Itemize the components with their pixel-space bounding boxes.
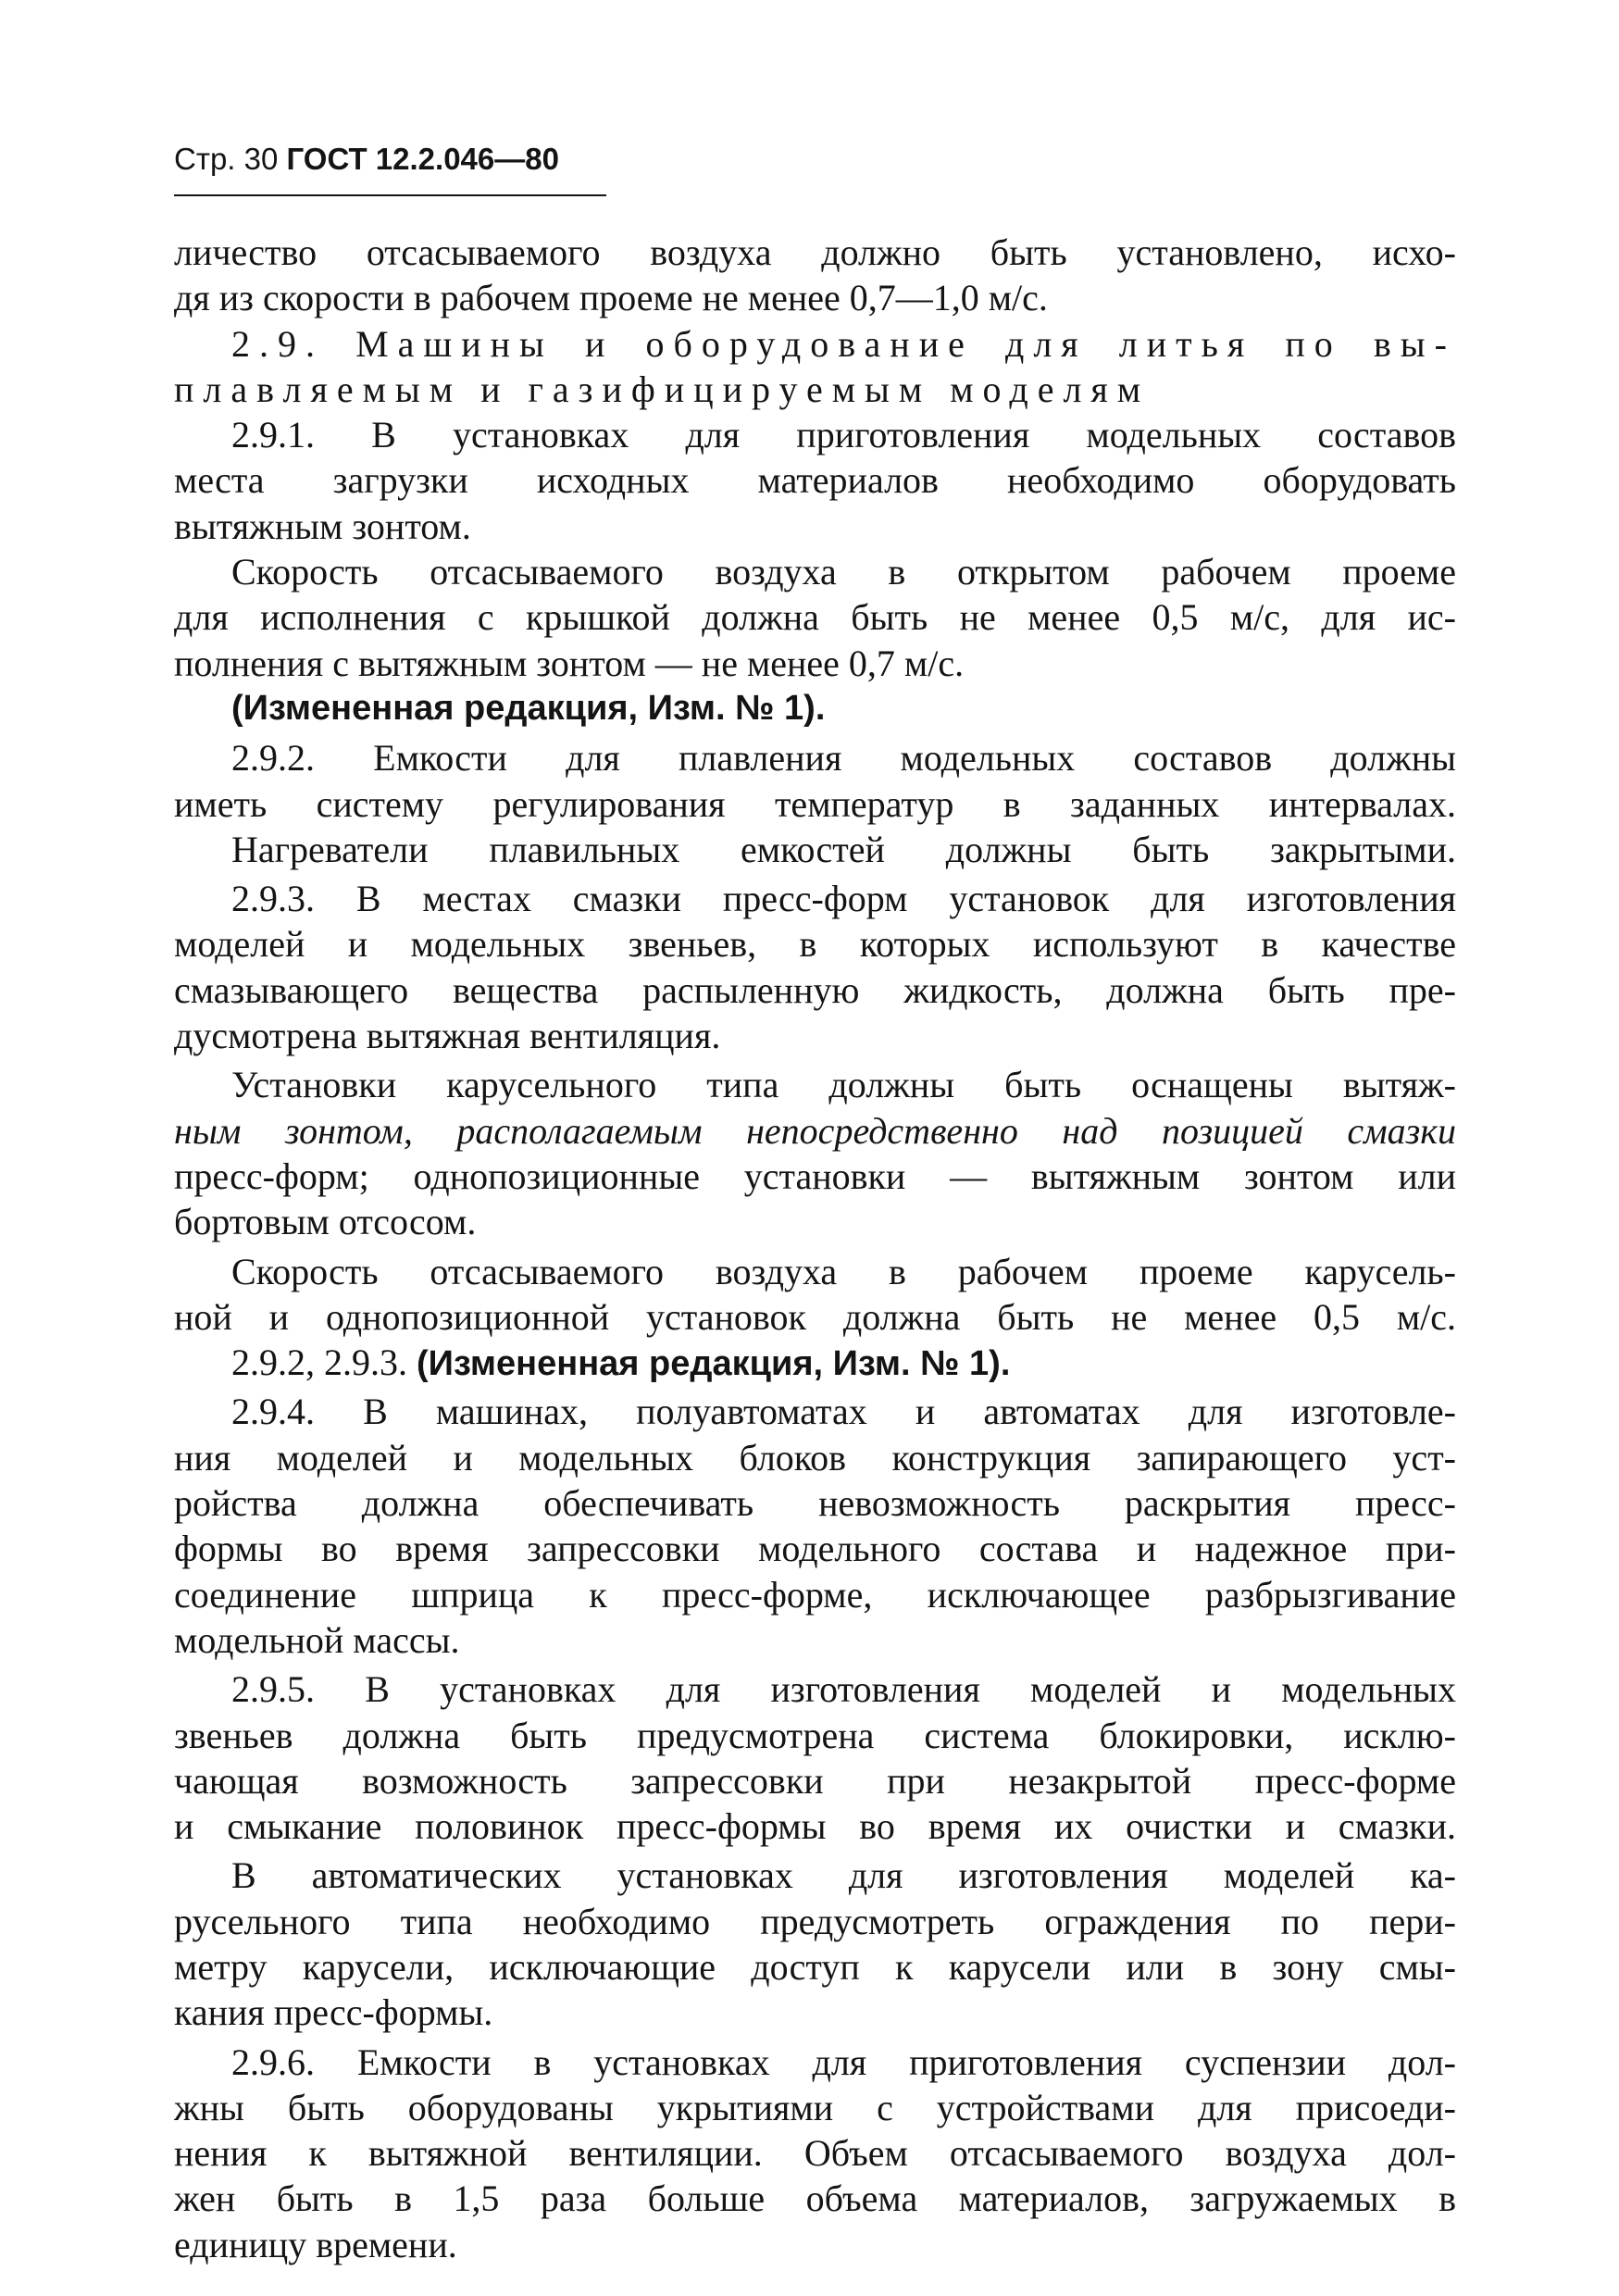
text-line: формы во время запрессовки модельного состава и надежное при- (174, 1528, 1456, 1570)
text-line: жен быть в 1,5 раза больше объема материалов, загружаемых в (174, 2177, 1456, 2220)
text-line: метру карусели, исключающие доступ к карусели или в зону смы- (174, 1945, 1456, 1988)
header-divider (174, 194, 606, 196)
text-line: 2.9.2. Емкости для плавления модельных составов должны (231, 737, 1456, 780)
text-line: Скорость отсасываемого воздуха в открытом рабочем проеме (231, 551, 1456, 593)
text-line: бортовым отсосом. (174, 1201, 477, 1243)
text-line: и смыкание половинок пресс-формы во время их очистки и смазки. (174, 1805, 1456, 1848)
text-line: для исполнения с крышкой должна быть не менее 0,5 м/с, для ис- (174, 596, 1456, 639)
text-line: Скорость отсасываемого воздуха в рабочем проеме карусель- (231, 1250, 1456, 1292)
text-line: чающая возможность запрессовки при незакрытой пресс-форме (174, 1759, 1456, 1802)
amendment-label: (Измененная редакция, Изм. № 1). (417, 1344, 1011, 1384)
text-line: ройства должна обеспечивать невозможность раскрытия пресс- (174, 1482, 1456, 1525)
text-line: ной и однопозиционной установок должна быть не менее 0,5 м/с. (174, 1295, 1456, 1338)
text-line: места загрузки исходных материалов необходимо оборудовать (174, 459, 1456, 502)
text-line: 2.9.1. В установках для приготовления модельных составов (231, 414, 1456, 456)
text-line: 2.9.6. Емкости в установках для приготовления суспензии дол- (231, 2040, 1456, 2083)
section-heading-line: плавляемым и газифицируемым моделям (174, 368, 1151, 410)
amendment-clauses: 2.9.2, 2.9.3. (231, 1341, 407, 1384)
text-line: единицу времени. (174, 2223, 457, 2265)
text-line: полнения с вытяжным зонтом — не менее 0,7 м/с. (174, 642, 965, 684)
text-line: ным зонтом, располагаемым непосредственно над позицией смазки (174, 1109, 1456, 1152)
text-line: 2.9.3. В местах смазки пресс-форм установок для изготовления (231, 878, 1456, 920)
text-line: вытяжным зонтом. (174, 505, 471, 547)
document-page (174, 139, 1456, 2267)
page-number: Стр. 30 (174, 142, 279, 176)
text-line: Нагреватели плавильных емкостей должны быть закрытыми. (231, 828, 1456, 870)
section-heading-line: 2.9. Машины и оборудование для литья по вы- (231, 322, 1456, 365)
text-line: нения к вытяжной вентиляции. Объем отсасываемого воздуха дол- (174, 2132, 1456, 2175)
page-header (174, 139, 1456, 180)
text-line: Установки карусельного типа должны быть оснащены вытяж- (231, 1064, 1456, 1106)
text-line: соединение шприца к пресс-форме, исключающее разбрызгивание (174, 1573, 1456, 1616)
text-line: иметь систему регулирования температур в заданных интервалах. (174, 782, 1456, 825)
text-line: личество отсасываемого воздуха должно быть установлено, исхо- (174, 231, 1456, 273)
text-line: ния моделей и модельных блоков конструкция запирающего уст- (174, 1436, 1456, 1479)
document-body (174, 230, 1456, 2267)
text-line: моделей и модельных звеньев, в которых используют в качестве (174, 923, 1456, 966)
text-line: смазывающего вещества распыленную жидкость, должна быть пре- (174, 968, 1456, 1011)
text-line: звеньев должна быть предусмотрена система блокировки, исклю- (174, 1714, 1456, 1756)
text-line: кания пресс-формы. (174, 1991, 493, 2034)
text-line: пресс-форм; однопозиционные установки — вытяжным зонтом или (174, 1154, 1456, 1197)
text-line: жны быть оборудованы укрытиями с устройствами для присоеди- (174, 2086, 1456, 2128)
text-line: 2.9.4. В машинах, полуавтоматах и автоматах для изготовле- (231, 1391, 1456, 1433)
text-line: дя из скорости в рабочем проеме не менее 0,7—1,0 м/с. (174, 277, 1048, 319)
text-line: модельной массы. (174, 1618, 460, 1661)
text-line: В автоматических установках для изготовления моделей ка- (231, 1854, 1456, 1897)
text-line: 2.9.5. В установках для изготовления моделей и модельных (231, 1668, 1456, 1711)
standard-number: ГОСТ 12.2.046—80 (286, 142, 559, 176)
amendment-note: (Измененная редакция, Изм. № 1). (231, 688, 826, 728)
amendment-note (174, 1340, 1456, 1385)
text-line: русельного типа необходимо предусмотреть ограждения по пери- (174, 1900, 1456, 1942)
text-line: дусмотрена вытяжная вентиляция. (174, 1015, 721, 1057)
